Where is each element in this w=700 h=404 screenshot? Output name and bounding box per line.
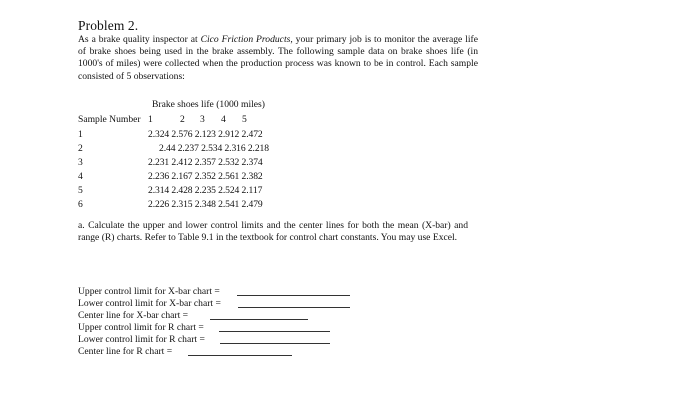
obs-header-5: 5 <box>242 114 247 125</box>
answer-line-r-ucl <box>78 322 204 334</box>
sample-number: 2 <box>78 143 83 154</box>
answer-blank[interactable] <box>219 331 330 332</box>
problem-intro <box>78 34 478 83</box>
sample-values: 2.44 2.237 2.534 2.316 2.218 <box>159 143 269 154</box>
answer-label: Upper control limit for X-bar chart = <box>78 286 220 297</box>
answer-blank[interactable] <box>220 343 330 344</box>
obs-header-2: 2 <box>180 114 185 125</box>
answer-label: Lower control limit for X-bar chart = <box>78 298 221 309</box>
answer-label: Upper control limit for R chart = <box>78 322 204 333</box>
sample-number: 6 <box>78 199 83 210</box>
answer-label: Lower control limit for R chart = <box>78 334 205 345</box>
answer-line-xbar-lcl <box>78 298 221 310</box>
intro-text-start: As a brake quality inspector at <box>78 34 201 45</box>
answer-blank[interactable] <box>238 307 350 308</box>
sample-number: 1 <box>78 129 83 140</box>
answer-blank[interactable] <box>237 295 350 296</box>
sample-number: 3 <box>78 157 83 168</box>
sample-values: 2.236 2.167 2.352 2.561 2.382 <box>148 171 263 182</box>
table-title: Brake shoes life (1000 miles) <box>152 99 265 110</box>
answer-label: Center line for R chart = <box>78 346 173 357</box>
sample-values: 2.314 2.428 2.235 2.524 2.117 <box>148 185 263 196</box>
sample-values: 2.324 2.576 2.123 2.912 2.472 <box>148 129 263 140</box>
answer-line-xbar-ucl <box>78 286 220 298</box>
obs-header-4: 4 <box>221 114 226 125</box>
answer-blank[interactable] <box>210 319 308 320</box>
sample-values: 2.226 2.315 2.348 2.541 2.479 <box>148 199 263 210</box>
obs-header-3: 3 <box>200 114 205 125</box>
company-name: Cico Friction Products <box>200 34 291 45</box>
answer-line-r-cl <box>78 346 172 358</box>
sample-number-header: Sample Number <box>78 114 141 125</box>
problem-title: Problem 2. <box>78 18 139 33</box>
sample-number: 5 <box>78 185 83 196</box>
sample-values: 2.231 2.412 2.357 2.532 2.374 <box>148 157 263 168</box>
sample-number: 4 <box>78 171 83 182</box>
answer-label: Center line for X-bar chart = <box>78 310 189 321</box>
intro-text-end: , your primary job is to monitor the average life of brake shoes being used in the brake assembly. The following sample data on brake shoes life (in 1000's of miles) were collected when the production process was known to be in control. Each sample consisted of 5 observations: <box>78 34 478 82</box>
answer-blank[interactable] <box>188 355 292 356</box>
obs-header-1: 1 <box>148 114 153 125</box>
answer-line-xbar-cl <box>78 310 188 322</box>
question-a: a. Calculate the upper and lower control limits and the center lines for both the mean (X-bar) and range (R) charts. Refer to Table 9.1 in the textbook for control chart constants. You may use Excel. <box>78 220 468 244</box>
answer-line-r-lcl <box>78 334 205 346</box>
